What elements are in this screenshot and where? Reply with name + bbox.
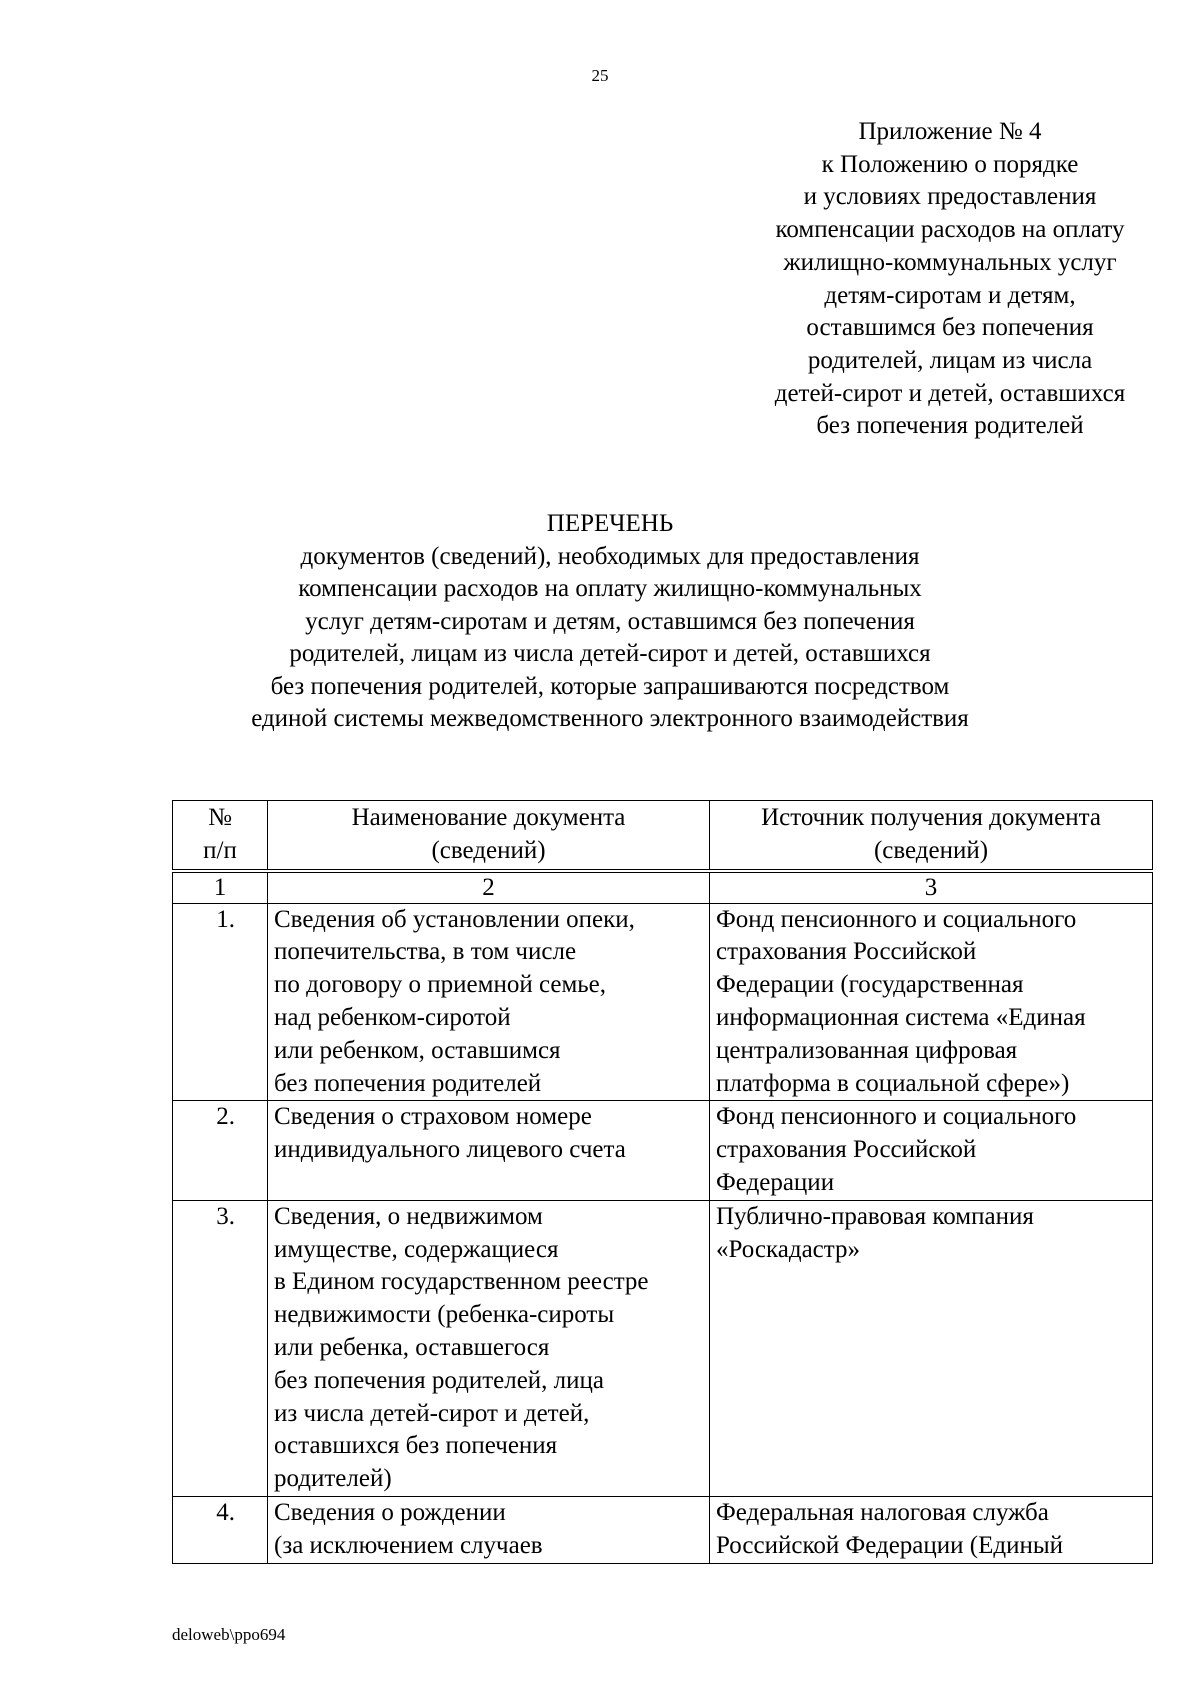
cell-line: Сведения о рождении: [274, 1498, 506, 1526]
cell-line: индивидуального лицевого счета: [274, 1136, 626, 1164]
document-name-cell: [268, 1496, 710, 1563]
cell-line: платформа в социальной сфере»): [716, 1069, 1070, 1097]
cell-line: (за исключением случаев: [274, 1531, 543, 1559]
document-title: [160, 508, 1060, 736]
source-cell: [710, 903, 1153, 1101]
cell-line: попечительства, в том числе: [274, 938, 577, 966]
cell-line: недвижимости (ребенка-сироты: [274, 1301, 615, 1329]
footer-file-reference: deloweb\ppo694: [172, 1625, 286, 1644]
title-line: без попечения родителей, которые запрашиваются посредством: [270, 672, 950, 700]
cell-line: «Роскадастр»: [716, 1235, 861, 1263]
appendix-line: к Положению о порядке: [821, 150, 1079, 178]
table-row: [173, 1200, 1153, 1496]
cell-line: без попечения родителей: [274, 1069, 542, 1097]
column-number: 1: [173, 871, 268, 904]
header-line: (сведений): [873, 836, 989, 864]
appendix-line: Приложение № 4: [858, 118, 1042, 145]
cell-line: Сведения об установлении опеки,: [274, 905, 635, 933]
title-line: компенсации расходов на оплату жилищно-коммунальных: [298, 575, 922, 602]
source-cell: [710, 1101, 1153, 1200]
cell-line: имуществе, содержащиеся: [274, 1235, 559, 1263]
cell-line: по договору о приемной семье,: [274, 971, 607, 999]
document-name-cell: [268, 1200, 710, 1496]
cell-line: Фонд пенсионного и социального: [716, 1103, 1077, 1131]
cell-line: информационная система «Единая: [716, 1003, 1086, 1031]
row-number: 3.: [173, 1200, 268, 1496]
row-number: 4.: [173, 1496, 268, 1563]
row-number: 2.: [173, 1101, 268, 1200]
header-line: №: [208, 804, 232, 831]
source-cell: [710, 1200, 1153, 1496]
title-line: единой системы межведомственного электронного взаимодействия: [251, 705, 969, 732]
title-heading: ПЕРЕЧЕНЬ: [546, 510, 674, 537]
cell-line: над ребенком-сиротой: [274, 1003, 511, 1031]
document-name-cell: [268, 1101, 710, 1200]
header-line: Наименование документа: [351, 804, 626, 831]
appendix-line: детям-сиротам и детям,: [824, 281, 1076, 309]
appendix-line: без попечения родителей: [816, 412, 1084, 440]
header-source: [710, 801, 1153, 871]
column-number-row: [173, 871, 1153, 904]
column-number: 2: [268, 871, 710, 904]
title-line: документов (сведений), необходимых для предоставления: [300, 542, 920, 570]
appendix-line: жилищно-коммунальных услуг: [783, 248, 1117, 276]
cell-line: страхования Российской: [716, 1136, 977, 1164]
header-line: Источник получения документа: [761, 804, 1101, 831]
cell-line: централизованная цифровая: [716, 1036, 1018, 1064]
cell-line: или ребенком, оставшимся: [274, 1036, 561, 1064]
source-cell: [710, 1496, 1153, 1563]
header-line: (сведений): [431, 836, 546, 864]
appendix-line: оставшимся без попечения: [806, 314, 1094, 342]
cell-line: Фонд пенсионного и социального: [716, 905, 1077, 933]
table-header-row: [173, 801, 1153, 871]
appendix-header: [720, 116, 1180, 443]
appendix-line: детей-сирот и детей, оставшихся: [774, 379, 1126, 407]
cell-line: Сведения о страховом номере: [274, 1103, 592, 1131]
cell-line: без попечения родителей, лица: [274, 1366, 605, 1394]
header-line: п/п: [203, 836, 237, 864]
row-number: 1.: [173, 903, 268, 1101]
cell-line: Федерации: [716, 1168, 835, 1196]
cell-line: или ребенка, оставшегося: [274, 1333, 550, 1361]
cell-line: Российской Федерации (Единый: [716, 1531, 1064, 1559]
page-number: 25: [591, 66, 609, 85]
table-row: [173, 1101, 1153, 1200]
appendix-line: компенсации расходов на оплату: [775, 216, 1125, 244]
cell-line: из числа детей-сирот и детей,: [274, 1399, 590, 1427]
cell-line: в Едином государственном реестре: [274, 1268, 649, 1296]
header-number: [173, 801, 268, 871]
cell-line: родителей): [274, 1465, 392, 1493]
appendix-line: родителей, лицам из числа: [807, 346, 1093, 374]
header-document-name: [268, 801, 710, 871]
cell-line: Публично-правовая компания: [716, 1202, 1034, 1230]
cell-line: Федерации (государственная: [716, 971, 1024, 999]
documents-table: [172, 800, 1153, 1564]
cell-line: оставшихся без попечения: [274, 1432, 558, 1460]
title-line: услуг детям-сиротам и детям, оставшимся без попечения: [305, 607, 915, 635]
cell-line: Федеральная налоговая служба: [716, 1498, 1049, 1526]
table-row: [173, 903, 1153, 1101]
cell-line: Сведения, о недвижимом: [274, 1202, 543, 1230]
table-row: [173, 1496, 1153, 1563]
appendix-line: и условиях предоставления: [803, 183, 1097, 211]
document-name-cell: [268, 903, 710, 1101]
cell-line: страхования Российской: [716, 938, 977, 966]
title-line: родителей, лицам из числа детей-сирот и детей, оставшихся: [289, 640, 931, 667]
column-number: 3: [710, 871, 1153, 904]
